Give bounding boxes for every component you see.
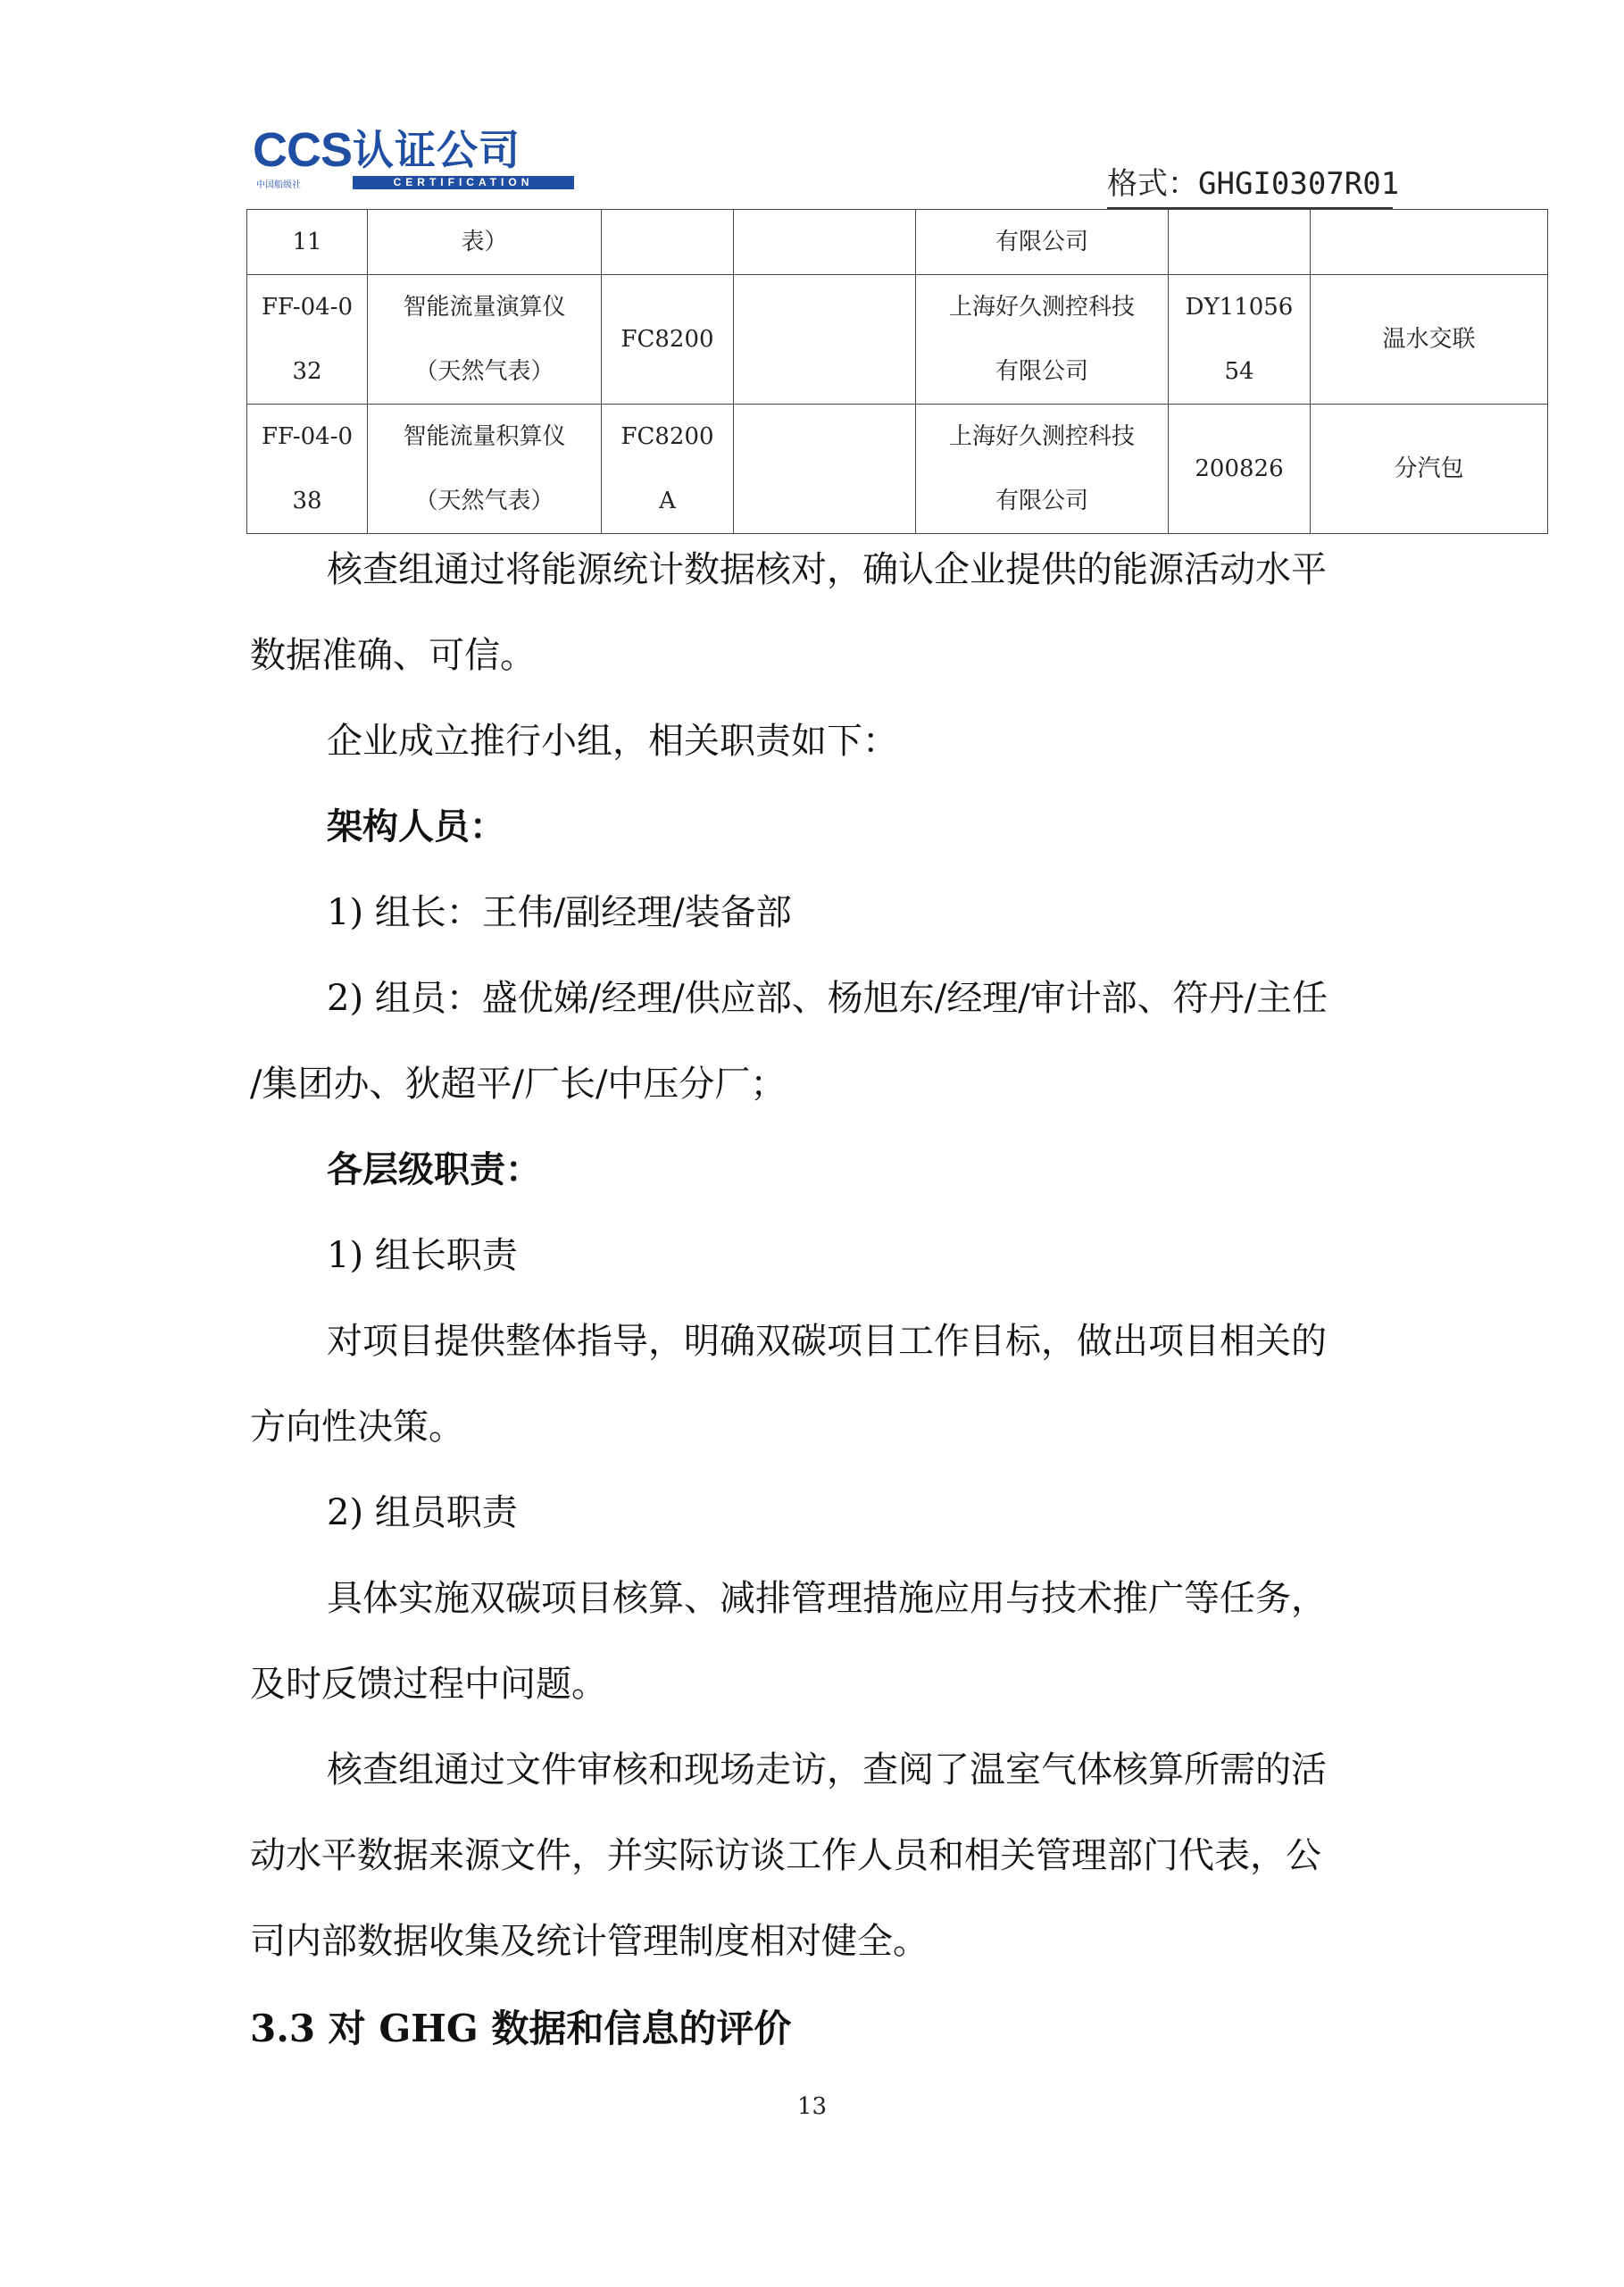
table-cell-line: 200826	[1195, 455, 1284, 482]
table-cell-serial	[1169, 210, 1311, 275]
table-cell-line: FC8200	[620, 326, 714, 353]
table-cell-line	[605, 210, 729, 274]
duty-2-line-1: 具体实施双碳项目核算、减排管理措施应用与技术推广等任务，	[327, 1578, 1327, 1619]
table-cell-serial	[1169, 275, 1311, 405]
table-cell-location	[1311, 275, 1548, 405]
table-cell-line: 智能流量演算仪	[403, 294, 566, 321]
table-cell-range	[734, 275, 916, 405]
table-cell-line: 32	[292, 358, 322, 385]
table-cell-model	[602, 405, 734, 534]
table-row	[247, 405, 1548, 534]
ccs-logo	[253, 125, 574, 189]
table-cell-model	[602, 275, 734, 405]
table-cell-id	[247, 405, 368, 534]
duty-1-line-1: 对项目提供整体指导，明确双碳项目工作目标，做出项目相关的	[327, 1321, 1327, 1362]
para-3-line-2: 动水平数据来源文件，并实际访谈工作人员和相关管理部门代表，公	[250, 1835, 1321, 1876]
table-row	[247, 210, 1548, 275]
table-cell-line: 表）	[461, 229, 508, 255]
table-cell-line: （天然气表）	[414, 488, 554, 514]
table-cell-line	[737, 210, 912, 274]
duty-2-line-2: 及时反馈过程中问题。	[250, 1664, 607, 1705]
table-body	[247, 210, 1548, 534]
table-cell-line: 11	[292, 229, 322, 255]
logo-sub-left: 中国船级社	[256, 180, 301, 190]
table-cell-range	[734, 405, 916, 534]
table-cell-line: 有限公司	[995, 488, 1088, 514]
table-cell-line: A	[659, 488, 676, 514]
table-cell-line	[1172, 210, 1306, 274]
heading-structure: 架构人员：	[327, 805, 505, 847]
table-cell-line: 上海好久测控科技	[948, 423, 1135, 450]
table-cell-line: DY11056	[1185, 294, 1294, 321]
structure-item-2-line-2: /集团办、狄超平/厂长/中压分厂；	[250, 1064, 787, 1105]
duty-2-title: 2) 组员职责	[327, 1492, 518, 1533]
table-cell-line: 温水交联	[1382, 326, 1476, 353]
structure-item-2-line-1: 2) 组员：盛优娣/经理/供应部、杨旭东/经理/审计部、符丹/主任	[327, 978, 1328, 1019]
table-cell-line: 智能流量积算仪	[403, 423, 566, 450]
table-cell-line: 有限公司	[995, 229, 1088, 255]
table-cell-line	[1314, 210, 1544, 274]
duty-1-title: 1) 组长职责	[327, 1235, 518, 1276]
equipment-table	[246, 209, 1548, 534]
table-cell-line: FF-04-0	[261, 294, 354, 321]
para-3-line-1: 核查组通过文件审核和现场走访，查阅了温室气体核算所需的活	[327, 1749, 1327, 1790]
page-number: 13	[796, 2093, 828, 2120]
table-cell-name	[368, 275, 602, 405]
table-cell-name	[368, 405, 602, 534]
table-cell-line	[737, 437, 912, 501]
table-cell-line: （天然气表）	[414, 358, 554, 385]
table-cell-name	[368, 210, 602, 275]
table-cell-line: FC8200	[620, 423, 714, 450]
duty-1-line-2: 方向性决策。	[250, 1406, 464, 1448]
para-3-line-3: 司内部数据收集及统计管理制度相对健全。	[250, 1921, 929, 1962]
table-cell-location	[1311, 210, 1548, 275]
logo-ccs-text: CCS	[253, 123, 353, 177]
table-cell-line: 有限公司	[995, 358, 1088, 385]
table-cell-serial	[1169, 405, 1311, 534]
table-row	[247, 275, 1548, 405]
format-code: 格式：GHGI0307R01	[1107, 166, 1400, 202]
table-cell-id	[247, 210, 368, 275]
table-cell-model	[602, 210, 734, 275]
para-1-line-1: 核查组通过将能源统计数据核对，确认企业提供的能源活动水平	[327, 549, 1327, 590]
table-cell-location	[1311, 405, 1548, 534]
table-cell-maker	[916, 275, 1169, 405]
table-cell-line	[737, 307, 912, 371]
heading-duties: 各层级职责：	[327, 1148, 541, 1190]
table-cell-line: 38	[292, 488, 322, 514]
para-1-line-2: 数据准确、可信。	[250, 635, 536, 676]
logo-cn-text: 认证公司	[353, 126, 521, 174]
logo-certification-bar: CERTIFICATION	[353, 176, 574, 189]
structure-item-1: 1) 组长：王伟/副经理/装备部	[327, 892, 792, 933]
para-2: 企业成立推行小组，相关职责如下：	[327, 721, 898, 762]
table-cell-maker	[916, 210, 1169, 275]
section-title: 3.3 对 GHG 数据和信息的评价	[250, 2007, 792, 2050]
table-cell-id	[247, 275, 368, 405]
table-cell-line: 54	[1224, 358, 1254, 385]
table-cell-line: FF-04-0	[261, 423, 354, 450]
table-cell-line: 分汽包	[1394, 455, 1464, 482]
table-cell-line: 上海好久测控科技	[948, 294, 1135, 321]
table-cell-maker	[916, 405, 1169, 534]
table-cell-range	[734, 210, 916, 275]
